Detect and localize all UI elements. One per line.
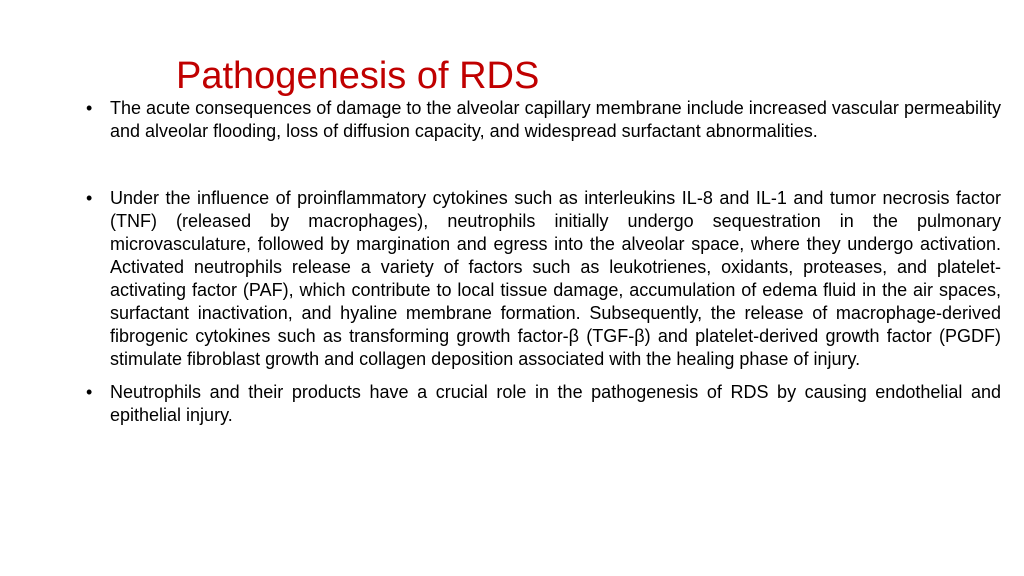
slide-title: Pathogenesis of RDS (176, 55, 540, 97)
bullet-item (86, 381, 1001, 427)
bullet-text: Under the influence of proinflammatory cytokines such as interleukins IL-8 and IL-1 and tumor necrosis factor (TNF) (released by macrophages), neutrophils initially undergo sequestration in the pulmonary microvasculature, followed by margination and egress into the alveolar space, where they undergo activation. Activated neutrophils release a variety of factors such as leukotrienes, oxidants, proteases, and platelet-activating factor (PAF), which contribute to local tissue damage, accumulation of edema fluid in the air spaces, surfactant inactivation, and hyaline membrane formation. Subsequently, the release of macrophage-derived fibrogenic cytokines such as transforming growth factor-β (TGF-β) and platelet-derived growth factor (PGDF) stimulate fibroblast growth and collagen deposition associated with the healing phase of injury. (110, 188, 1001, 369)
bullet-item (86, 97, 1001, 143)
bullet-list (86, 97, 1001, 427)
bullet-text: Neutrophils and their products have a crucial role in the pathogenesis of RDS by causing endothelial and epithelial injury. (110, 382, 1001, 425)
bullet-icon: • (86, 188, 93, 208)
bullet-text: The acute consequences of damage to the alveolar capillary membrane include increased vascular permeability and alveolar flooding, loss of diffusion capacity, and widespread surfactant abnormalities. (110, 98, 1001, 141)
bullet-item (86, 187, 1001, 371)
bullet-icon: • (86, 98, 93, 118)
bullet-icon: • (86, 382, 93, 402)
